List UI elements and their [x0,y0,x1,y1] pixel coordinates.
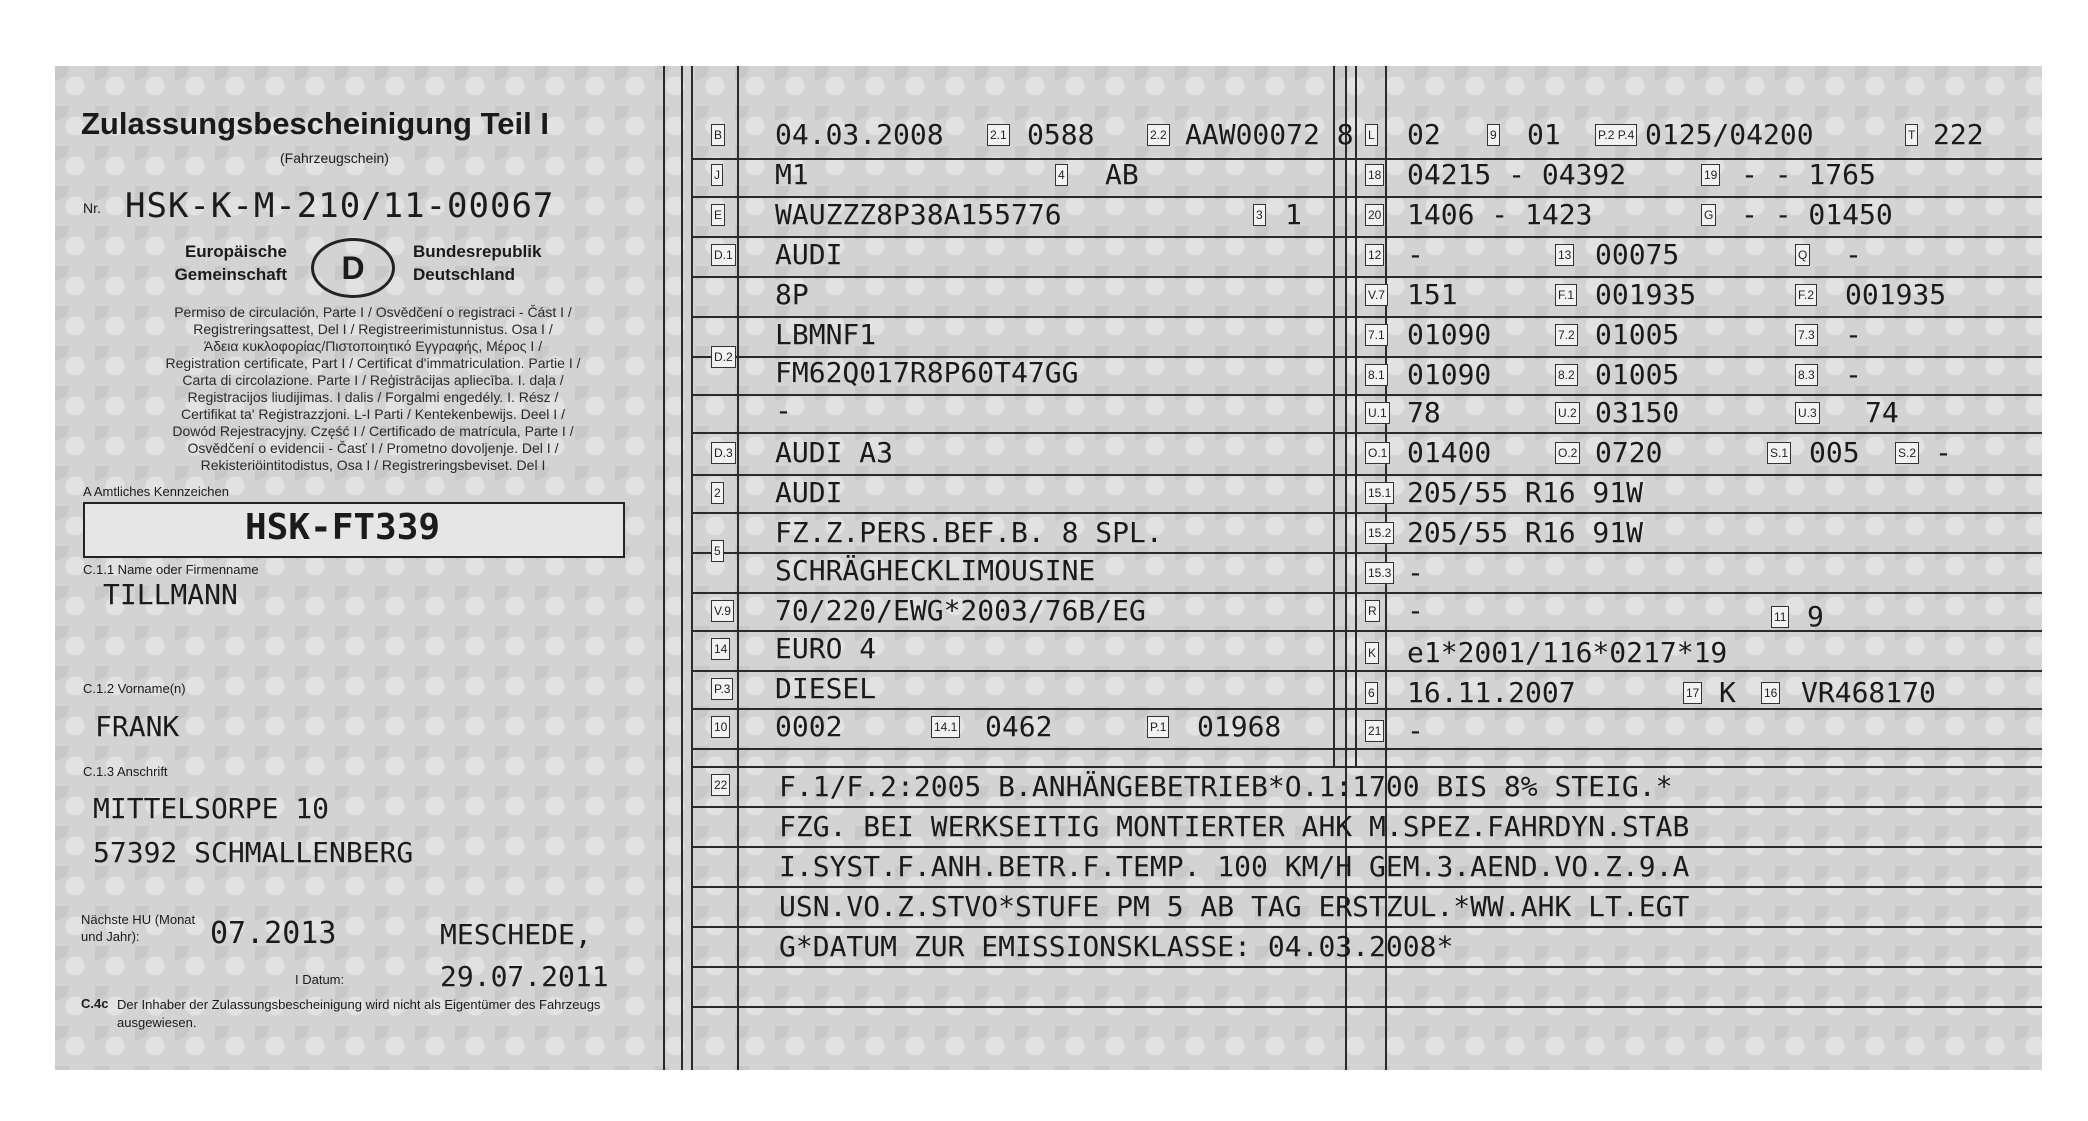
issue-place: MESCHEDE, [440,918,592,951]
field-label-u3: U.3 [1795,402,1820,424]
field-value-7-3: - [1845,318,1862,351]
field-value-3: 1 [1285,198,1302,231]
field-label-j: J [711,164,723,186]
country-oval: D [311,238,395,298]
field-label-12: 12 [1365,244,1384,266]
field-value-7-2: 01005 [1595,318,1680,351]
field-label-13: 13 [1555,244,1574,266]
field-label-15-3: 15.3 [1365,562,1394,584]
country-text: Bundesrepublik Deutschland [413,242,542,284]
field-value-9: 01 [1527,118,1561,151]
divider-line [737,66,739,1070]
row-line [691,512,2042,514]
c13-label: C.1.3 Anschrift [83,764,168,779]
field-value-10: 0002 [775,710,843,743]
field-label-17: 17 [1683,682,1702,704]
c12-label: C.1.2 Vorname(n) [83,681,186,696]
field-label-u2: U.2 [1555,402,1580,424]
field-label-20: 20 [1365,204,1384,226]
field-label-l: L [1365,124,1378,146]
field-label-7-2: 7.2 [1555,324,1578,346]
row-line [691,316,2042,318]
field-value-p1: 01968 [1197,710,1282,743]
row-line [691,394,2042,396]
row-line [691,926,2042,928]
field-label-s1: S.1 [1767,442,1791,464]
divider-line [681,66,683,1070]
field-value-d2-extra: - [775,394,792,427]
field-value-f1: 001935 [1595,278,1697,311]
multilang-line: Carta di circolazione. Parte I / Reģistrācijas apliecība. I. daļa / [182,372,564,388]
field-value-17: K [1719,676,1736,709]
field-value-p2-p4: 0125/04200 [1645,118,1814,151]
field-value-l: 02 [1407,118,1441,151]
field-value-j: M1 [775,158,809,191]
field-value-14-1: 0462 [985,710,1053,743]
multilang-line: Permiso de circulación, Parte I / Osvědčení o registraci - Část I / [174,304,572,320]
field-label-t: T [1905,124,1918,146]
field-value-d2-code: FM62Q017R8P60T47GG [775,356,1079,389]
row-line [691,236,2042,238]
field-value-15-3: - [1407,556,1424,589]
field-value-u1: 78 [1407,396,1441,429]
multilang-line: Dowód Rejestracyjny. Część I / Certificado de matrícula, Parte I / [172,423,574,439]
field-value-r: - [1407,594,1424,627]
field-value-f2: 001935 [1845,278,1947,311]
field-label-7-1: 7.1 [1365,324,1388,346]
field-value-p3: DIESEL [775,672,877,705]
field-label-10: 10 [711,716,730,738]
row-line [691,806,2042,808]
multilang-block [83,304,663,474]
document-subtitle: (Fahrzeugschein) [280,150,389,166]
nr-value: HSK-K-M-210/11-00067 [125,186,555,226]
field-label-8-1: 8.1 [1365,364,1388,386]
address-line-2: 57392 SCHMALLENBERG [93,836,414,869]
remark-line: I.SYST.F.ANH.BETR.F.TEMP. 100 KM/H GEM.3.AEND.VO.Z.9.A [779,850,1690,883]
multilang-line: Osvědčení o evidencii - Časť I / Prometno dovoljenje. Del I / [187,440,559,456]
c4c-text: Der Inhaber der Zulassungsbescheinigung wird nicht als Eigentümer des Fahrzeugs ausgewiesen. [117,997,601,1030]
field-value-d1: AUDI [775,238,843,271]
remark-line: FZG. BEI WERKSEITIG MONTIERTER AHK M.SPEZ.FAHRDYN.STAB [779,810,1690,843]
multilang-line: Άδεια κυκλοφορίας/Πιστοποιητικό Εγγραφής, Μέρος I / [203,338,543,354]
field-label-k: K [1365,642,1379,664]
field-label-f1: F.1 [1555,284,1577,306]
field-value-13: 00075 [1595,238,1680,271]
nr-label: Nr. [83,200,101,216]
field-value-o1: 01400 [1407,436,1492,469]
field-value-5a: FZ.Z.PERS.BEF.B. 8 SPL. [775,516,1163,549]
field-label-b: B [711,124,725,146]
field-value-u3: 74 [1865,396,1899,429]
field-label-o1: O.1 [1365,442,1390,464]
field-label-2: 2 [711,482,724,504]
field-value-o2: 0720 [1595,436,1663,469]
field-value-20: 1406 - 1423 [1407,198,1593,231]
field-value-s1: 005 [1809,436,1860,469]
field-label-19: 19 [1701,164,1720,186]
field-value-12: - [1407,238,1424,271]
field-label-8-3: 8.3 [1795,364,1818,386]
field-label-14: 14 [711,638,730,660]
field-label-4: 4 [1055,164,1068,186]
field-value-16: VR468170 [1801,676,1936,709]
field-label-f2: F.2 [1795,284,1817,306]
field-label-d1: D.1 [711,244,736,266]
multilang-line: Registration certificate, Part I / Certificat d'immatriculation. Partie I / [165,355,581,371]
row-line [691,748,2042,750]
field-value-t: 222 [1933,118,1984,151]
field-value-v7: 151 [1407,278,1458,311]
field-value-s2: - [1935,436,1952,469]
field-label-p3: P.3 [711,678,733,700]
field-value-b: 04.03.2008 [775,118,944,151]
divider-line [663,66,665,1070]
field-value-18: 04215 - 04392 [1407,158,1627,191]
field-value-d3: AUDI A3 [775,436,894,469]
eu-text: Europäische Gemeinschaft [174,242,287,284]
remark-line: F.1/F.2:2005 B.ANHÄNGEBETRIEB*O.1:1700 BIS 8% STEIG.* [779,770,1673,803]
field-value-v9: 70/220/EWG*2003/76B/EG [775,594,1146,627]
field-label-p1: P.1 [1147,716,1169,738]
field-label-8-2: 8.2 [1555,364,1578,386]
multilang-line: Certifikat ta' Reġistrazzjoni. L-I Parti / Kentekenbewijs. Deel I / [181,406,565,422]
multilang-line: Registracijos liudijimas. I dalis / Forgalmi engedély. I. Rész / [187,389,559,405]
field-label-11: 11 [1771,606,1789,628]
field-label-d3: D.3 [711,442,736,464]
multilang-line: Rekisteriöintitodistus, Osa I / Registreringsbeviset. Del I [200,457,546,473]
field-label-15-1: 15.1 [1365,482,1394,504]
field-label-e: E [711,204,725,226]
field-label-22: 22 [711,774,730,796]
field-label-v7: V.7 [1365,284,1388,306]
row-line [691,630,2042,632]
field-value-11: 9 [1807,600,1824,633]
c4c-label: C.4c [81,996,109,1011]
field-value-8-1: 01090 [1407,358,1492,391]
field-value-2: AUDI [775,476,843,509]
field-value-u2: 03150 [1595,396,1680,429]
field-label-d2: D.2 [711,346,736,368]
field-value-14: EURO 4 [775,632,877,665]
multilang-line: Registreringsattest, Del I / Registreerimistunnistus. Osa I / [193,321,553,337]
field-label-15-2: 15.2 [1365,522,1394,544]
registration-certificate [55,66,2042,1070]
document-title: Zulassungsbescheinigung Teil I [81,106,549,141]
c11-value: TILLMANN [103,578,238,611]
c12-value: FRANK [95,710,180,743]
field-label-14-1: 14.1 [931,716,960,738]
field-value-2-1: 0588 [1027,118,1095,151]
divider-line [1333,66,1335,766]
field-label-r: R [1365,600,1380,622]
c11-label: C.1.1 Name oder Firmenname [83,562,259,577]
address-line-1: MITTELSORPE 10 [93,792,330,825]
divider-line [1355,66,1357,766]
plate-value: HSK-FT339 [245,507,441,548]
divider-line [691,66,693,1070]
row-line [691,474,2042,476]
field-value-6: 16.11.2007 [1407,676,1576,709]
row-line [691,766,2042,768]
row-line [691,276,2042,278]
row-line [691,886,2042,888]
row-line [691,432,2042,434]
hu-value: 07.2013 [210,916,337,951]
field-value-2-2: AAW00072 8 [1185,118,1354,151]
field-value-d2-variant: 8P [775,278,809,311]
field-label-3: 3 [1253,204,1266,226]
field-value-5b: SCHRÄGHECKLIMOUSINE [775,554,1096,587]
field-value-d2-version: LBMNF1 [775,318,877,351]
field-label-v9: V.9 [711,600,734,622]
field-label-9: 9 [1487,124,1500,146]
datum-label: I Datum: [295,972,345,987]
row-line [691,846,2042,848]
field-value-4: AB [1105,158,1139,191]
row-line [691,1006,2042,1008]
field-value-g: - - 01450 [1741,198,1893,231]
field-label-s2: S.2 [1895,442,1919,464]
field-label-5: 5 [711,540,724,562]
row-line [691,670,2042,672]
field-label-21: 21 [1365,720,1384,742]
field-value-19: - - 1765 [1741,158,1876,191]
row-line [691,966,2042,968]
field-label-p2-p4: P.2 P.4 [1595,124,1637,146]
field-label-q: Q [1795,244,1810,266]
field-label-2-2: 2.2 [1147,124,1170,146]
field-label-2-1: 2.1 [987,124,1010,146]
issue-date: 29.07.2011 [440,960,609,993]
field-value-8-2: 01005 [1595,358,1680,391]
remark-line: USN.VO.Z.STVO*STUFE PM 5 AB TAG ERSTZUL.*WW.AHK LT.EGT [779,890,1690,923]
field-label-6: 6 [1365,682,1378,704]
field-value-k: e1*2001/116*0217*19 [1407,636,1728,669]
field-label-g: G [1701,204,1716,226]
field-value-7-1: 01090 [1407,318,1492,351]
field-value-15-2: 205/55 R16 91W [1407,516,1644,549]
field-value-21: - [1407,714,1424,747]
field-value-15-1: 205/55 R16 91W [1407,476,1644,509]
field-label-o2: O.2 [1555,442,1580,464]
field-label-18: 18 [1365,164,1384,186]
field-label-u1: U.1 [1365,402,1390,424]
hu-label: Nächste HU (Monat und Jahr): [81,912,196,944]
field-label-7-3: 7.3 [1795,324,1818,346]
field-label-16: 16 [1761,682,1780,704]
remark-line: G*DATUM ZUR EMISSIONSKLASSE: 04.03.2008* [779,930,1454,963]
field-value-q: - [1845,238,1862,271]
a-label: A Amtliches Kennzeichen [83,484,229,499]
field-value-e: WAUZZZ8P38A155776 [775,198,1062,231]
field-value-8-3: - [1845,358,1862,391]
